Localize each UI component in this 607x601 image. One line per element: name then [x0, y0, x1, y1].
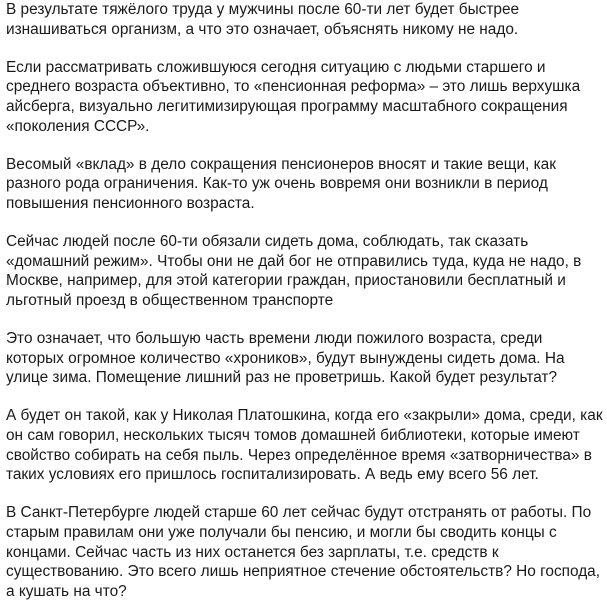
article-paragraph: В результате тяжёлого труда у мужчины после 60-ти лет будет быстрее изнашиваться организм, а что это означает, объяснять никому не надо.: [6, 1, 520, 38]
article-paragraph: Весомый «вклад» в дело сокращения пенсионеров вносят и такие вещи, как разного рода ограничения. Как-то уж очень вовремя они возникли в период повышения пенсионного возраста.: [6, 155, 556, 212]
article-paragraph: Если рассматривать сложившуюся сегодня ситуацию с людьми старшего и среднего возраста объективно, то «пенсионная реформа» – это лишь верхушка айсберга, визуально легитимизирующая программу масштабного сокращения «поколения СССР».: [6, 58, 581, 135]
article-body: [6, 0, 604, 601]
article-paragraph: В Санкт-Петербурге людей старше 60 лет сейчас будут отстранять от работы. По старым правилам они уже получали бы пенсию, и могли бы сводить концы с концами. Сейчас часть из них останется без зарплаты, т.е. средств к существованию. Это всего лишь неприятное стечение обстоятельств? Но господа, а кушать на что?: [6, 504, 601, 600]
article-paragraph: А будет он такой, как у Николая Платошкина, когда его «закрыли» дома, среди, как он сам говорил, нескольких тысяч томов домашней библиотеки, которые имеют свойство собирать на себя пыль. Через определённое время «затворничества» в таких условиях его пришлось госпитализировать. А ведь ему всего 56 лет.: [6, 407, 603, 484]
article-paragraph: Это означает, что большую часть времени люди пожилого возраста, среди которых огромное количество «хроников», будут вынуждены сидеть дома. На улице зима. Помещение лишний раз не проветришь. Какой будет результат?: [6, 330, 565, 387]
article-paragraph: Сейчас людей после 60-ти обязали сидеть дома, соблюдать, так сказать «домашний режим». Чтобы они не дай бог не отправились туда, куда не надо, в Москве, например, для этой категории граждан, приостановили бесплатный и льготный проезд в общественном транспорте: [6, 233, 582, 309]
